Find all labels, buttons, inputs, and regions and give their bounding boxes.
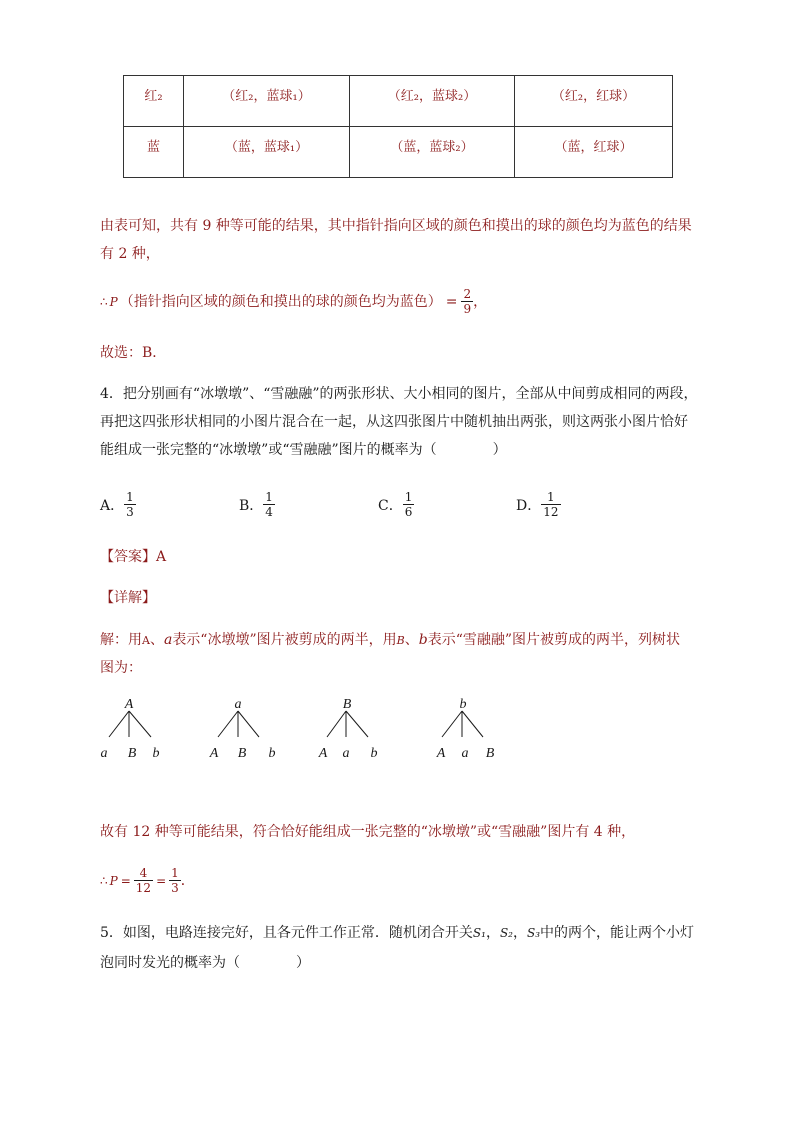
fraction <box>403 490 415 519</box>
fraction-numerator: 1 <box>126 490 134 504</box>
tree-branch <box>346 711 368 737</box>
fraction-denominator: 3 <box>126 505 134 519</box>
tree-leaf: A <box>318 746 328 761</box>
option-label: A． <box>100 497 125 514</box>
q4-option-a[interactable] <box>100 490 136 519</box>
tree-leaf: A <box>436 746 446 761</box>
question-text: 5．如图，电路连接完好，且各元件工作正常．随机闭合开关 <box>100 925 473 941</box>
tree-root: A <box>124 697 134 712</box>
table-cell: （蓝，红球） <box>515 127 673 178</box>
fraction <box>134 866 153 895</box>
fraction <box>169 866 181 895</box>
tree-leaf: b <box>370 746 378 761</box>
option-label: C． <box>378 497 403 514</box>
fraction-denominator: 12 <box>135 881 152 895</box>
fraction-numerator: 1 <box>265 490 273 504</box>
q3-explanation-line1: 由表可知，共有 9 种等可能的结果，其中指针指向区域的颜色和摸出的球的颜色均为蓝色的结果 <box>100 218 692 234</box>
period: ． <box>180 872 195 889</box>
tree-leaf: B <box>127 746 137 761</box>
therefore-symbol: ∴ <box>100 873 108 888</box>
prob-symbol: P <box>109 873 118 888</box>
tree-leaf: B <box>237 746 247 761</box>
question-text: 中的两个，能让两个小灯 <box>540 925 694 941</box>
fraction <box>263 490 275 519</box>
option-label: D． <box>516 497 542 514</box>
table-cell: （蓝，蓝球₁） <box>184 127 350 178</box>
table-row <box>124 76 673 127</box>
table-cell: （红₂，蓝球₁） <box>184 76 350 127</box>
table-row <box>124 127 673 178</box>
q5-question-line2: 泡同时发光的概率为（ ） <box>100 955 310 971</box>
equals-sign: = <box>156 873 167 888</box>
q4-solution-line2: 图为： <box>100 660 142 676</box>
switch-s1: S₁ <box>472 926 486 940</box>
tree-root: B <box>342 697 352 712</box>
option-label: B． <box>239 497 264 514</box>
q4-question-line3: 能组成一张完整的“冰墩墩”或“雪融融”图片的概率为（ ） <box>100 442 507 458</box>
outcome-table <box>123 75 673 178</box>
var-b: b <box>418 632 428 648</box>
tree-branch <box>442 711 462 737</box>
solution-text: 表示“雪融融”图片被剪成的两半，列树状 <box>427 632 681 648</box>
table-cell: （蓝，蓝球₂） <box>350 127 515 178</box>
tree-leaf: b <box>268 746 276 761</box>
q4-solution-line1 <box>100 631 680 650</box>
var-a: a <box>163 632 173 648</box>
solution-text: 表示“冰墩墩”图片被剪成的两半，用 <box>172 632 397 648</box>
tree-branch <box>238 711 259 737</box>
prob-event: （指针指向区域的颜色和摸出的球的颜色均为蓝色） <box>119 293 442 310</box>
therefore-symbol: ∴ <box>100 294 108 309</box>
fraction-denominator: 6 <box>404 505 413 519</box>
var-A: A <box>142 634 150 647</box>
tree-diagram <box>95 695 515 770</box>
detail-heading: 【详解】 <box>100 590 156 606</box>
q5-question-line1 <box>100 924 694 942</box>
tree-branch <box>462 711 483 737</box>
prob-symbol: P <box>109 294 118 309</box>
tree-leaf: A <box>209 746 219 761</box>
tree-leaf: B <box>485 746 495 761</box>
fraction-denominator: 4 <box>265 505 273 519</box>
q4-option-d[interactable] <box>516 490 561 519</box>
table-cell: 红₂ <box>124 76 184 127</box>
separator: ， <box>512 925 527 941</box>
q4-question-line1: 4．把分别画有“冰墩墩”、“雪融融”的两张形状、大小相同的图片，全部从中间剪成相同的两段， <box>100 386 698 402</box>
equals-sign: = <box>445 293 458 310</box>
solution-text: 解：用 <box>100 632 142 648</box>
tree-leaf: a <box>342 746 350 761</box>
var-B: B <box>396 634 405 647</box>
q4-option-b[interactable] <box>239 490 275 519</box>
table-cell: （红₂，红球） <box>515 76 673 127</box>
fraction-numerator: 1 <box>404 490 413 504</box>
fraction-denominator: 3 <box>171 881 179 895</box>
tree-leaf: b <box>152 746 160 761</box>
q3-probability <box>100 287 487 316</box>
separator: 、 <box>404 632 419 648</box>
switch-s3: S₃ <box>526 926 540 940</box>
q3-explanation-line2: 有 2 种， <box>100 246 160 262</box>
fraction <box>461 287 473 316</box>
fraction-numerator: 1 <box>541 490 560 505</box>
fraction <box>541 490 560 519</box>
tree-branch <box>109 711 129 737</box>
q4-option-c[interactable] <box>378 490 414 519</box>
fraction-numerator: 2 <box>463 287 472 301</box>
answer-heading: 【答案】A <box>100 549 167 565</box>
separator: 、 <box>149 632 164 648</box>
tree-diagram-svg <box>95 695 515 770</box>
tree-root: a <box>234 697 242 712</box>
q4-final-probability <box>100 866 195 895</box>
fraction-denominator: 12 <box>543 505 559 519</box>
tree-branch <box>218 711 238 737</box>
fraction <box>124 490 136 519</box>
table-cell: （红₂，蓝球₂） <box>350 76 515 127</box>
q4-result-line: 故有 12 种等可能结果，符合恰好能组成一张完整的“冰墩墩”或“雪融融”图片有 4 种， <box>100 824 636 840</box>
comma: ， <box>473 293 488 310</box>
tree-branch <box>327 711 346 737</box>
equals-sign: = <box>120 873 131 888</box>
switch-s2: S₂ <box>499 926 513 940</box>
tree-branch <box>129 711 151 737</box>
q4-question-line2: 再把这四张形状相同的小图片混合在一起，从这四张图片中随机抽出两张，则这两张小图片恰好 <box>100 414 688 430</box>
fraction-denominator: 9 <box>463 302 472 316</box>
fraction-numerator: 1 <box>171 866 179 880</box>
tree-leaf: a <box>100 746 108 761</box>
tree-leaf: a <box>461 746 469 761</box>
fraction-numerator: 4 <box>134 866 153 881</box>
tree-root: b <box>459 697 467 712</box>
separator: ， <box>485 925 500 941</box>
q3-choice: 故选：B． <box>100 345 167 361</box>
table-cell: 蓝 <box>124 127 184 178</box>
